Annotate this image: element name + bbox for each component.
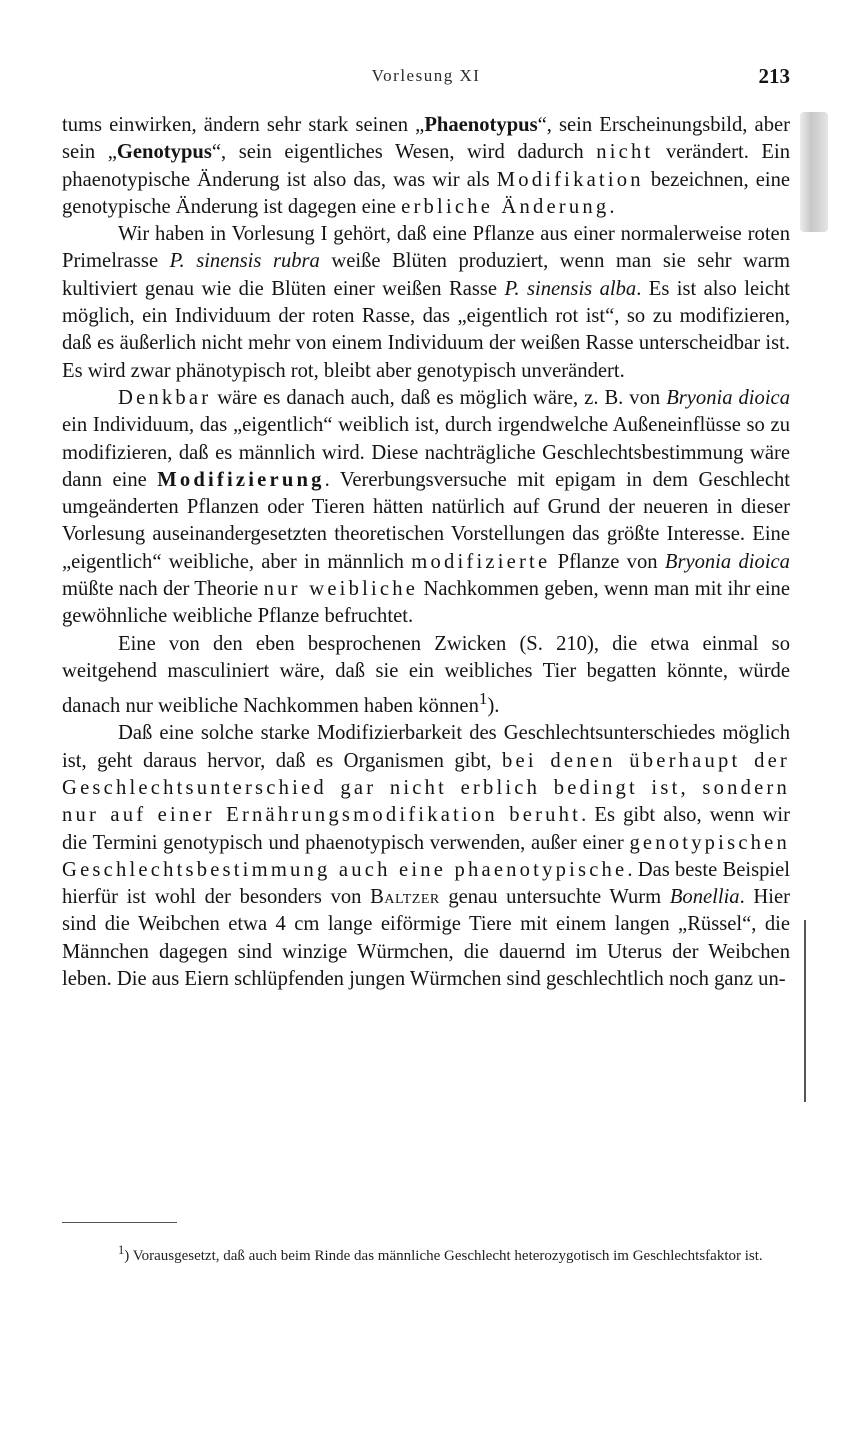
footnote-text: ) Vorausgesetzt, daß auch beim Rinde das männliche Geschlecht heterozygotisch im Geschlechtsfaktor ist. <box>124 1248 763 1264</box>
emphasis-nur-weibliche: nur weibliche <box>263 578 419 601</box>
p5-text-i: . Hier sind die Weibchen etwa 4 cm lange eiförmige Tiere mit einem langen „Rüssel“, die Männchen dagegen sind winzige Würmchen, die dauernd im Uterus der Weibchen leben. Die aus Eiern schlüpfenden jungen Würmchen sind geschlechtlich noch ganz un- <box>62 886 790 991</box>
margin-marking-line <box>804 920 806 1102</box>
species-bryonia-2: Bryonia dioica <box>664 550 790 573</box>
emphasis-erbliche-aenderung: erbliche Änderung <box>401 195 610 218</box>
p1-text-g: verändert. Ein phaenotypische Änderung ist also das, was wir als <box>62 141 791 191</box>
p3-text-d: ein Individuum, das „eigentlich“ weiblich ist, durch irgendwelche Außeneinflüsse so zu modifizieren, daß es männlich wird. Diese nachträgliche Geschlechtsbestimmung wäre dann eine <box>62 414 790 491</box>
p5-text-e: . Das beste Beispiel hierfür ist wohl der besonders von <box>62 858 790 909</box>
term-genotypus: Genotypus <box>116 141 212 164</box>
paragraph-5 <box>62 720 790 993</box>
p1-text-i: bezeichnen, eine genotypische Änderung ist dagegen eine <box>62 168 791 218</box>
p2-text-c: weiße Blüten produziert, wenn man sie sehr warm kultiviert genau wie die Blüten einer weißen Rasse <box>62 250 790 300</box>
p3-text-b: wäre es danach auch, daß es möglich wäre, z. B. von <box>211 386 667 409</box>
species-rubra: P. sinensis rubra <box>169 250 320 273</box>
emphasis-modifikation: Modifikation <box>496 168 644 191</box>
page-number: 213 <box>758 64 790 88</box>
p3-text-l: Nachkommen geben, wenn man mit ihr eine gewöhnliche weibliche Pflanze befruchtet. <box>62 578 790 628</box>
emphasis-geschlechtsbestimmung: genotypischen Geschlechtsbestimmung auch eine phaenotypische <box>62 831 790 881</box>
footnote-mark: 1 <box>118 1243 125 1257</box>
species-alba: P. sinensis alba <box>504 277 637 300</box>
p1-text-e: “, sein eigentliches Wesen, wird dadurch <box>211 141 597 164</box>
running-head: Vorlesung XI <box>371 66 481 85</box>
paragraph-2 <box>62 221 790 385</box>
p5-text-a: Daß eine solche starke Modifizierbarkeit des Geschlechtsunterschiedes möglich ist, geht daraus hervor, daß es Organismen gibt, <box>62 722 790 772</box>
p5-text-c: . Es gibt also, wenn wir die Termini genotypisch und phaenotypisch verwenden, außer einer <box>62 804 790 854</box>
p1-text-a: tums einwirken, ändern sehr stark seinen „ <box>62 114 425 136</box>
emphasis-denkbar: Denkbar <box>118 386 212 409</box>
p3-text-j: müßte nach der Theorie <box>62 578 264 601</box>
p3-text-f: . Vererbungsversuche mit epigam in dem Geschlecht umgeänderten Pflanzen oder Tieren hätten natürlich auf Grund der neueren in dieser Vorlesung auseinandergesetzten theoretischen Vorstellungen das größte Interesse. Eine „eigentlich“ weibliche, aber in männlich <box>62 468 790 573</box>
emphasis-modifizierung: Modifizierung <box>157 468 325 491</box>
p4-text-a: Eine von den eben besprochenen Zwicken (S. 210), die etwa einmal so weitgehend masculiniert wäre, daß sie ein weibliches Tier begatten könnte, würde danach nur weibliche Nachkommen haben können <box>62 632 790 718</box>
author-baltzer: Baltzer <box>370 886 440 909</box>
p1-text-c: “, sein Erscheinungsbild, aber sein „ <box>62 114 790 164</box>
p1-text-k: . <box>609 195 615 218</box>
species-bryonia-1: Bryonia dioica <box>666 386 790 409</box>
paragraph-3 <box>62 385 790 631</box>
p5-text-g: genau untersuchte Wurm <box>439 886 670 909</box>
footnote <box>62 1238 790 1268</box>
emphasis-modifizierte: modifizierte <box>411 550 551 573</box>
footnote-divider <box>62 1222 177 1223</box>
body-text <box>62 112 790 993</box>
emphasis-nicht: nicht <box>596 141 654 164</box>
p2-text-e: . Es ist also leicht möglich, ein Individuum der roten Rasse, das „eigentlich rot ist“, so zu modifizieren, daß es äußerlich nicht mehr von einem Individuum der weißen Rasse unterscheidbar ist. Es wird zwar phänotypisch rot, bleibt aber genotypisch unverändert. <box>62 277 790 382</box>
p2-text-a: Wir haben in Vorlesung I gehört, daß eine Pflanze aus einer normalerweise roten Primelrasse <box>62 223 790 273</box>
p4-text-b: ). <box>487 695 500 718</box>
paragraph-4 <box>62 631 790 721</box>
margin-scan-artifact <box>800 112 828 232</box>
emphasis-nicht-erblich: bei denen überhaupt der Geschlechtsunterschied gar nicht erblich bedingt ist, sondern nur auf einer Ernährungsmodifikation beruht <box>62 749 790 827</box>
footnote-reference: 1 <box>478 689 488 709</box>
paragraph-1 <box>62 112 790 221</box>
term-phaenotypus: Phaenotypus <box>424 114 538 136</box>
p3-text-h: Pflanze von <box>550 550 665 573</box>
species-bonellia: Bonellia <box>669 886 740 909</box>
page-header <box>62 64 790 94</box>
